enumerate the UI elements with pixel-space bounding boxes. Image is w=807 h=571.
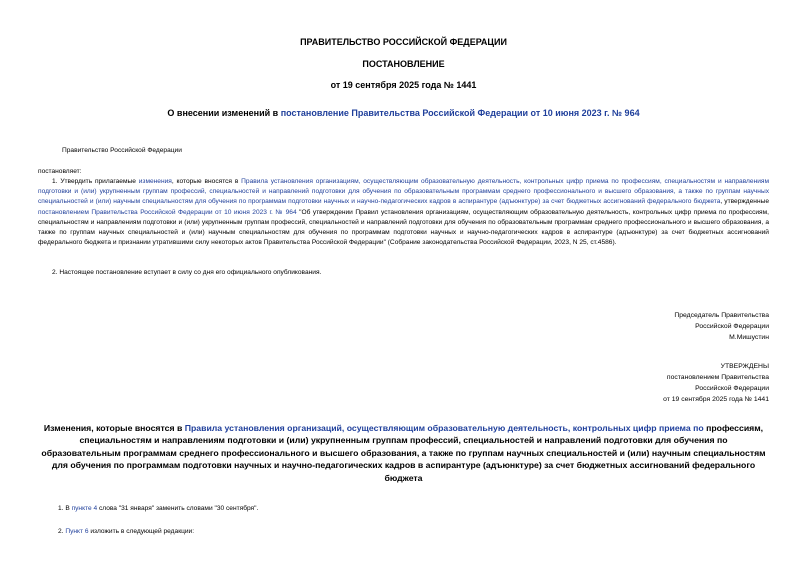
paragraph-1: [38, 177, 769, 248]
approved-block: [663, 361, 769, 405]
resolves-text: постановляет:: [38, 168, 82, 175]
title-prefix: О внесении изменений в: [167, 108, 281, 118]
approved-line-3: Российской Федерации: [695, 385, 769, 392]
change-item-2: [58, 527, 194, 537]
item1-text-b: слова "31 января" заменить словами "30 сентября".: [97, 505, 259, 512]
signature-block: [674, 310, 769, 343]
signature-name: М.Мишустин: [729, 334, 769, 341]
link-resolution-964[interactable]: постановлением Правительства Российской Федерации от 10 июня 2023 г. № 964: [38, 208, 297, 216]
date-number: от 19 сентября 2025 года № 1441: [330, 80, 477, 90]
intro-text: Правительство Российской Федерации: [62, 147, 182, 154]
p1-text-c: , утвержденные: [720, 198, 769, 206]
doc-type-heading: ПОСТАНОВЛЕНИЕ: [362, 59, 445, 69]
p1-text-b: , которые вносятся в: [171, 178, 242, 185]
government-heading: ПРАВИТЕЛЬСТВО РОССИЙСКОЙ ФЕДЕРАЦИИ: [300, 37, 507, 47]
item2-text-a: 2.: [58, 528, 66, 535]
item2-text-b: изложить в следующей редакции:: [88, 528, 195, 535]
title-link-resolution-964[interactable]: постановление Правительства Российской Федерации от 10 июня 2023 г. № 964: [280, 108, 640, 118]
signature-line-1: Председатель Правительства: [674, 312, 769, 319]
approved-line-2: постановлением Правительства: [666, 374, 769, 381]
approved-line-4: от 19 сентября 2025 года № 1441: [663, 396, 769, 403]
p1-text-d: "Об утверждении Правил установления организациям, осуществляющим образовательную деятельность, контрольных цифр приема по профессиям, специальностям и направлениям подготовки и (или) укрупненным группам профессий, специальностей и направлений подготовки для обучения по образовательным программам среднего профессионального и высшего образования, а также по группам научных специальностей и (или) научным специальностям для обучения по программам подготовки научных и научно-педагогических кадров в аспирантуре (адъюнктуре) за счет бюджетных ассигнований федерального бюджета и признании утратившими силу некоторых актов Правительства Российской Федерации" (Собрание законодательства Российской Федерации, 2023, N 25, ст.4586).: [38, 208, 769, 247]
changes-heading: [40, 422, 767, 484]
link-point-4[interactable]: пункте 4: [71, 505, 98, 512]
signature-line-2: Российской Федерации: [695, 323, 769, 330]
change-item-1: [58, 504, 258, 514]
p1-text-a: 1. Утвердить прилагаемые: [52, 178, 139, 185]
changes-rules-link[interactable]: Правила установления организаций, осуществляющим образовательную деятельность, контрольных цифр приема по: [184, 423, 704, 433]
changes-rest: профессиям, специальностям и направлениям подготовки и (или) укрупненным группам профессий, специальностей и направлений подготовки для обучения по образовательным программам среднего профессионального и высшего образования, а также по группам научных специальностей и (или) научным специальностям для обучения по программам подготовки научных и научно-педагогических кадров в аспирантуре (адъюнктуре) за счет бюджетных ассигнований федерального бюджета: [41, 423, 766, 483]
changes-prefix: Изменения, которые вносятся в: [43, 423, 185, 433]
link-rules[interactable]: Правила установления организациям, осуществляющим образовательную деятельность, контрольных цифр приема по профессиям, специальностям и направлениям подготовки и (или) укрупненным группам профессий, специальностей и направлений подготовки для обучения по образовательным программам среднего профессионального и высшего образования, а также по группам научных специальностей и (или) научным специальностям для обучения по программам подготовки научных и научно-педагогических кадров в аспирантуре (адъюнктуре) за счет бюджетных ассигнований федерального бюджета: [38, 178, 769, 206]
approved-line-1: УТВЕРЖДЕНЫ: [720, 363, 769, 370]
link-changes[interactable]: изменения: [138, 178, 172, 185]
item1-text-a: 1. В: [58, 505, 72, 512]
paragraph-2: 2. Настоящее постановление вступает в силу со дня его официального опубликования.: [52, 269, 322, 276]
link-point-6[interactable]: Пункт 6: [65, 528, 89, 535]
document-title: [0, 108, 807, 118]
